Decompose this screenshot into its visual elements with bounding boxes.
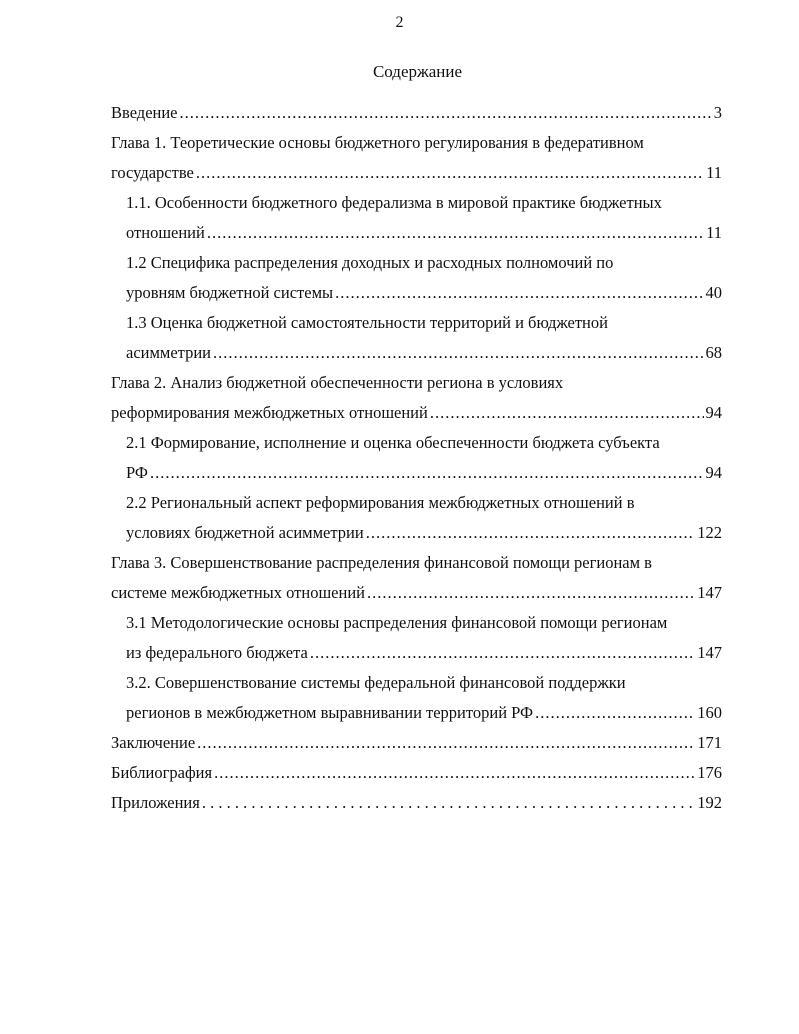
toc-entry-appendices[interactable] bbox=[111, 788, 722, 818]
toc-entry-title-cont: асимметрии bbox=[126, 343, 212, 362]
toc-entry-title-cont: реформирования межбюджетных отношений bbox=[111, 403, 428, 422]
toc-entry-section-2-1[interactable] bbox=[111, 428, 722, 488]
toc-entry-section-1-3[interactable] bbox=[111, 308, 722, 368]
toc-entry-title: Глава 2. Анализ бюджетной обеспеченности региона в условиях bbox=[111, 373, 564, 392]
toc-entry-introduction[interactable] bbox=[111, 98, 722, 128]
toc-entry-title: Глава 3. Совершенствование распределения финансовой помощи регионам в bbox=[111, 553, 652, 572]
toc-entry-title: Введение bbox=[111, 103, 178, 122]
toc-page-number: 192 bbox=[697, 793, 722, 812]
toc-entry-title-cont: отношений bbox=[126, 223, 205, 242]
toc-page-number: 122 bbox=[697, 523, 722, 542]
toc-entry-title: 2.2 Региональный аспект реформирования межбюджетных отношений в bbox=[126, 493, 635, 512]
dot-leader bbox=[367, 578, 695, 608]
toc-entry-title-cont: из федерального бюджета bbox=[126, 643, 308, 662]
toc-entry-chapter-2[interactable] bbox=[111, 368, 722, 428]
toc-page-number: 176 bbox=[697, 763, 722, 782]
toc-entry-title: 3.2. Совершенствование системы федеральной финансовой поддержки bbox=[126, 673, 626, 692]
dot-leader bbox=[535, 698, 695, 728]
toc-page-number: 3 bbox=[713, 103, 722, 122]
dot-leader bbox=[310, 638, 695, 668]
toc-entry-title: 1.2 Специфика распределения доходных и расходных полномочий по bbox=[126, 253, 614, 272]
dot-leader bbox=[430, 398, 704, 428]
toc-entry-title: 1.1. Особенности бюджетного федерализма в мировой практике бюджетных bbox=[126, 193, 662, 212]
toc-page-number: 11 bbox=[706, 223, 722, 242]
toc-entry-title-cont: уровням бюджетной системы bbox=[126, 283, 334, 302]
toc-page-number: 171 bbox=[697, 733, 722, 752]
toc-page-number: 160 bbox=[697, 703, 722, 722]
dot-leader bbox=[180, 98, 712, 128]
dot-leader bbox=[207, 218, 704, 248]
toc-entry-title: Глава 1. Теоретические основы бюджетного регулирования в федеративном bbox=[111, 133, 644, 152]
dot-leader bbox=[202, 788, 695, 818]
table-of-contents bbox=[111, 98, 722, 818]
toc-entry-chapter-1[interactable] bbox=[111, 128, 722, 188]
toc-entry-title: Заключение bbox=[111, 733, 196, 752]
toc-page-number: 147 bbox=[697, 583, 722, 602]
dot-leader bbox=[335, 278, 703, 308]
toc-entry-title-cont: регионов в межбюджетном выравнивании территорий РФ bbox=[126, 703, 534, 722]
toc-entry-title: Приложения bbox=[111, 793, 200, 812]
toc-entry-section-3-1[interactable] bbox=[111, 608, 722, 668]
toc-page-number: 11 bbox=[706, 163, 722, 182]
toc-entry-conclusion[interactable] bbox=[111, 728, 722, 758]
toc-entry-title: 1.3 Оценка бюджетной самостоятельности территорий и бюджетной bbox=[126, 313, 608, 332]
toc-entry-section-1-2[interactable] bbox=[111, 248, 722, 308]
toc-title: Содержание bbox=[372, 62, 463, 81]
toc-entry-title-cont: РФ bbox=[126, 463, 148, 482]
toc-page-number: 147 bbox=[697, 643, 722, 662]
toc-entry-title: Библиография bbox=[111, 763, 213, 782]
dot-leader bbox=[213, 338, 703, 368]
toc-entry-section-1-1[interactable] bbox=[111, 188, 722, 248]
toc-entry-bibliography[interactable] bbox=[111, 758, 722, 788]
toc-entry-chapter-3[interactable] bbox=[111, 548, 722, 608]
toc-entry-section-3-2[interactable] bbox=[111, 668, 722, 728]
toc-page-number: 68 bbox=[705, 343, 722, 362]
toc-page-number: 94 bbox=[705, 403, 722, 422]
dot-leader bbox=[214, 758, 695, 788]
toc-page-number: 40 bbox=[705, 283, 722, 302]
toc-entry-section-2-2[interactable] bbox=[111, 488, 722, 548]
toc-page-number: 94 bbox=[705, 463, 722, 482]
page-number: 2 bbox=[395, 14, 404, 31]
dot-leader bbox=[150, 458, 704, 488]
dot-leader bbox=[366, 518, 696, 548]
toc-entry-title-cont: государстве bbox=[111, 163, 194, 182]
toc-entry-title: 3.1 Методологические основы распределения финансовой помощи регионам bbox=[126, 613, 668, 632]
dot-leader bbox=[197, 728, 695, 758]
dot-leader bbox=[196, 158, 704, 188]
toc-entry-title-cont: условиях бюджетной асимметрии bbox=[126, 523, 364, 542]
toc-entry-title-cont: системе межбюджетных отношений bbox=[111, 583, 365, 602]
toc-entry-title: 2.1 Формирование, исполнение и оценка обеспеченности бюджета субъекта bbox=[126, 433, 660, 452]
